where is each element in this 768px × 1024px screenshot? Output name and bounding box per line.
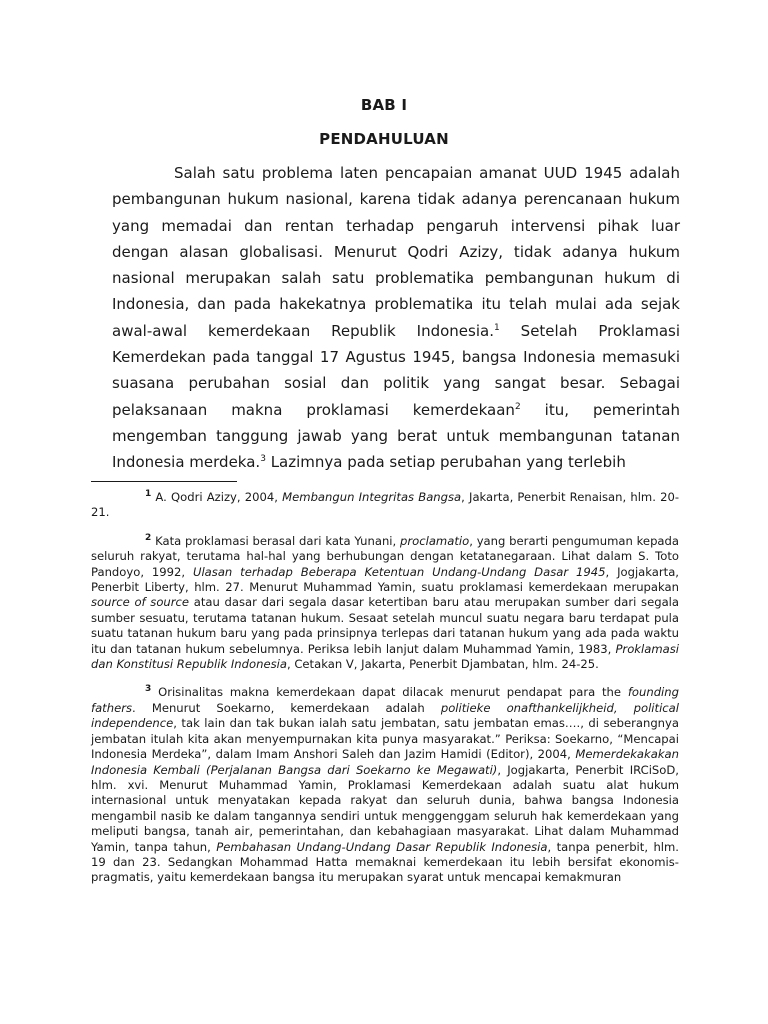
body-paragraph	[112, 160, 680, 476]
footnote-3	[91, 685, 679, 885]
footnote-book-title: Memerdekakakan Indonesia Kembali (Perjalanan Bangsa dari Soekarno ke Megawati)	[91, 747, 679, 777]
body-text-2: Setelah Proklamasi Kemerdekan pada tanggal 17 Agustus 1945, bangsa Indonesia memasuki suasana perubahan sosial dan politik yang sangat besar. Sebagai pelaksanaan makna proklamasi kemerdekaan	[112, 321, 680, 419]
footnote-ref-3[interactable]: 3	[260, 454, 266, 465]
footnote-text: , Jogjakarta, Penerbit IRCiSoD, hlm. xvi. Menurut Muhammad Yamin, Proklamasi Kemerdekaan adalah suatu alat hukum internasional untuk menyatakan kepada rakyat dan seluruh dunia, bahwa bangsa Indonesia mengambil nasib ke dalam tangannya sendiri untuk menggenggam seluruh hak kemerdekaan yang meliputi bangsa, tanah air, pemerintahan, dan kebahagiaan masyarakat. Lihat dalam Muhammad Yamin, tanpa tahun,	[91, 762, 679, 854]
chapter-label: BAB I	[360, 96, 408, 114]
footnote-text: Orisinalitas makna kemerdekaan dapat dilacak menurut pendapat para the	[151, 685, 628, 700]
footnote-text: , yang berarti pengumuman kepada seluruh rakyat, terutama hal-hal yang berhubungan dengan ketatanegaraan. Lihat dalam S. Toto Pandoyo, 1992,	[91, 533, 679, 579]
footnote-text: , Cetakan V, Jakarta, Penerbit Djambatan, hlm. 24-25.	[286, 657, 599, 672]
footnote-book-title: Membangun Integritas Bangsa	[282, 490, 462, 504]
footnote-book-title: Proklamasi dan Konstitusi Republik Indonesia	[91, 641, 679, 672]
footnote-term: politieke onafthankelijkheid, political independence	[91, 700, 679, 731]
body-text-3: itu, pemerintah mengemban tanggung jawab yang berat untuk membangunan tatanan Indonesia merdeka.	[112, 400, 680, 472]
footnote-text: , Jakarta, Penerbit Renaisan, hlm. 20-21.	[91, 490, 680, 520]
footnote-text: . Menurut Soekarno, kemerdekaan adalah	[132, 700, 441, 715]
footnote-book-title: Ulasan terhadap Beberapa Ketentuan Undang-Undang Dasar 1945	[192, 564, 606, 579]
footnote-text: atau dasar dari segala dasar ketertiban baru atau merupakan sumber dari segala sumber sesuatu, terutama tatanan hukum. Sesaat setelah muncul suatu negara baru terdapat pula suatu tatanan hukum baru yang pada prinsipnya terlepas dari tatanan hukum yang ada pada waktu itu dan tatanan hukum sebelumnya. Periksa lebih lanjut dalam Muhammad Yamin, 1983,	[91, 595, 680, 656]
footnote-term: founding fathers	[91, 685, 679, 715]
footnote-text: , Jogjakarta, Penerbit Liberty, hlm. 27. Menurut Muhammad Yamin, suatu proklamasi kemerdekaan merupakan	[91, 564, 679, 595]
footnote-number: 2	[145, 532, 152, 543]
footnote-2	[91, 534, 679, 673]
footnote-book-title: Pembahasan Undang-Undang Dasar Republik Indonesia	[216, 839, 548, 854]
footnote-number: 1	[145, 489, 152, 500]
footnote-text: , tak lain dan tak bukan ialah satu jembatan, satu jembatan emas…., di seberangnya jembatan itulah kita akan menyempurnakan kita punya masyarakat.” Periksa: Soekarno, “Mencapai Indonesia Merdeka”, dalam Imam Anshori Saleh dan Jazim Hamidi (Editor), 2004,	[91, 716, 679, 762]
body-text-1: Salah satu problema laten pencapaian amanat UUD 1945 adalah pembangunan hukum nasional, karena tidak adanya perencanaan hukum yang memadai dan rentan terhadap pengaruh intervensi pihak luar dengan alasan globalisasi. Menurut Qodri Azizy, tidak adanya hukum nasional merupakan salah satu problematika pembangunan hukum di Indonesia, dan pada hakekatnya problematika itu telah mulai ada sejak awal-awal kemerdekaan Republik Indonesia.	[112, 164, 680, 340]
page-title: PENDAHULUAN	[319, 130, 449, 148]
body-text-4: Lazimnya pada setiap perubahan yang terlebih	[265, 453, 626, 472]
footnote-ref-2[interactable]: 2	[514, 401, 521, 412]
footnote-text: A. Qodri Azizy, 2004,	[151, 490, 283, 504]
footnote-ref-1[interactable]: 1	[493, 322, 500, 333]
footnote-text: Kata proklamasi berasal dari kata Yunani,	[151, 533, 401, 548]
footnote-term: source of source	[91, 595, 190, 610]
footnotes	[91, 490, 679, 899]
footnote-separator	[91, 481, 237, 482]
footnote-term: proclamatio	[400, 533, 470, 548]
footnote-1	[91, 490, 679, 521]
footnote-text: , tanpa penerbit, hlm. 19 dan 23. Sedangkan Mohammad Hatta memaknai kemerdekaan itu lebih bersifat ekonomis-pragmatis, yaitu kemerdekaan bangsa itu merupakan syarat untuk mencapai kemakmuran	[91, 839, 679, 885]
footnote-number: 3	[145, 684, 152, 695]
